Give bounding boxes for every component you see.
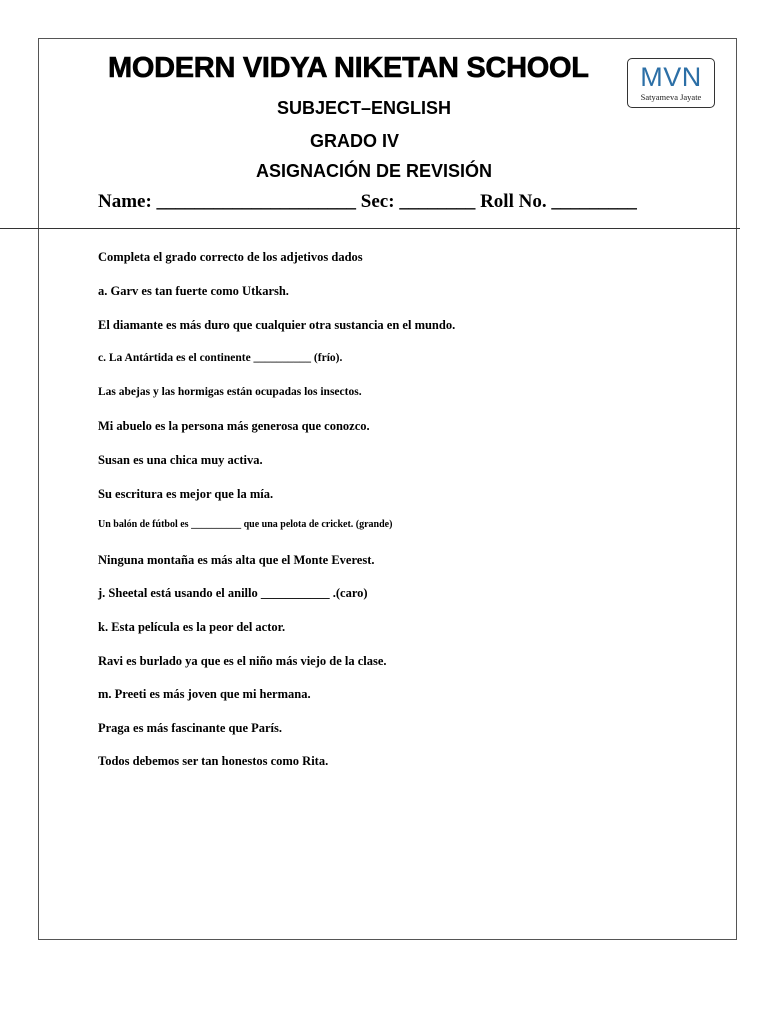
logo-tagline: Satyameva Jayate [640,92,702,102]
instruction: Completa el grado correcto de los adjetivos dados [98,250,363,264]
logo-text: MVN [640,62,702,92]
question-item: Ravi es burlado ya que es el niño más viejo de la clase. [98,654,387,668]
question-item: j. Sheetal está usando el anillo ___________ .(caro) [98,586,368,600]
question-item: Ninguna montaña es más alta que el Monte Everest. [98,553,375,567]
question-item: Susan es una chica muy activa. [98,453,263,467]
question-item: k. Esta película es la peor del actor. [98,620,286,634]
question-item: Las abejas y las hormigas están ocupadas los insectos. [98,386,362,398]
question-item: El diamante es más duro que cualquier otra sustancia en el mundo. [98,318,456,332]
question-item: Mi abuelo es la persona más generosa que conozco. [98,419,370,433]
question-item: m. Preeti es más joven que mi hermana. [98,687,311,701]
question-item: Un balón de fútbol es __________ que una pelota de cricket. (grande) [98,519,393,530]
question-item: Todos debemos ser tan honestos como Rita. [98,754,329,768]
question-item: a. Garv es tan fuerte como Utkarsh. [98,284,289,298]
question-item: c. La Antártida es el continente __________ (frío). [98,352,343,364]
school-logo [627,58,715,108]
question-item: Su escritura es mejor que la mía. [98,487,274,501]
assignment-title: ASIGNACIÓN DE REVISIÓN [256,161,493,181]
question-list [98,249,718,769]
subject-heading: SUBJECT–ENGLISH [277,98,452,118]
student-info-line: Name: _____________________ Sec: ________ Roll No. _________ [98,191,637,212]
grade-heading: GRADO IV [310,131,400,151]
header-divider [0,228,740,229]
question-item: Praga es más fascinante que París. [98,721,283,735]
school-name: MODERN VIDYA NIKETAN SCHOOL [108,52,589,84]
